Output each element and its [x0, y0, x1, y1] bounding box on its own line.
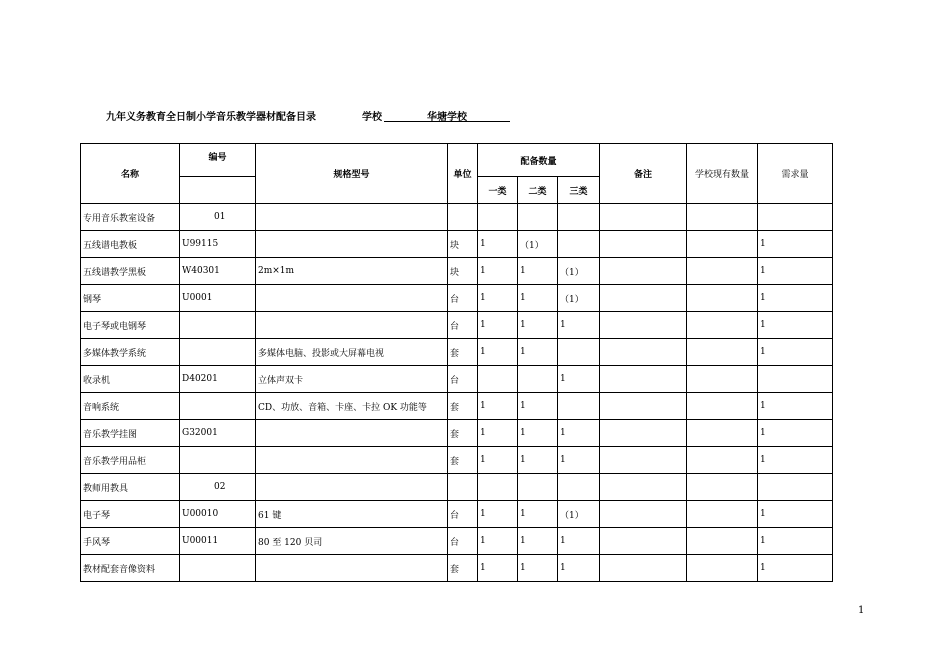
cell-name: 教师用教具: [81, 474, 180, 501]
cell-code: [180, 447, 256, 474]
cell-class3: 1: [558, 528, 600, 555]
cell-remark: [600, 447, 687, 474]
cell-name: 音响系统: [81, 393, 180, 420]
cell-class2: 1: [518, 339, 558, 366]
cell-class3: [558, 393, 600, 420]
cell-existing: [687, 258, 758, 285]
cell-existing: [687, 528, 758, 555]
cell-class1: 1: [478, 420, 518, 447]
cell-code: U99115: [180, 231, 256, 258]
cell-demand: 1: [758, 420, 833, 447]
cell-class1: 1: [478, 312, 518, 339]
table-row: [81, 420, 833, 447]
cell-spec: 80 至 120 贝司: [256, 528, 448, 555]
cell-class1: [478, 204, 518, 231]
cell-unit: 台: [448, 312, 478, 339]
page-number: 1: [858, 605, 865, 616]
cell-unit: 套: [448, 555, 478, 582]
cell-code: U00011: [180, 528, 256, 555]
cell-name: 五线谱教学黑板: [81, 258, 180, 285]
cell-name: 手风琴: [81, 528, 180, 555]
cell-remark: [600, 474, 687, 501]
cell-existing: [687, 339, 758, 366]
cell-unit: 台: [448, 501, 478, 528]
table-row: [81, 204, 833, 231]
cell-spec: CD、功放、音箱、卡座、卡拉 OK 功能等: [256, 393, 448, 420]
cell-existing: [687, 204, 758, 231]
cell-spec: [256, 555, 448, 582]
header-name: 名称: [81, 144, 180, 204]
header-remark: 备注: [600, 144, 687, 204]
cell-existing: [687, 366, 758, 393]
cell-remark: [600, 204, 687, 231]
cell-class2: [518, 204, 558, 231]
cell-demand: 1: [758, 447, 833, 474]
cell-remark: [600, 555, 687, 582]
cell-name: 音乐教学挂图: [81, 420, 180, 447]
cell-unit: 套: [448, 447, 478, 474]
cell-demand: [758, 366, 833, 393]
table-row: [81, 528, 833, 555]
cell-class1: [478, 366, 518, 393]
cell-class2: （1）: [518, 231, 558, 258]
school-label: 学校: [362, 112, 382, 123]
header-existing: 学校现有数量: [687, 144, 758, 204]
cell-unit: 台: [448, 366, 478, 393]
cell-remark: [600, 501, 687, 528]
cell-spec: [256, 312, 448, 339]
cell-class3: [558, 474, 600, 501]
cell-class2: 1: [518, 393, 558, 420]
header-code-blank: [180, 177, 256, 204]
cell-class3: 1: [558, 447, 600, 474]
school-name-field: 华塘学校: [384, 108, 510, 122]
cell-remark: [600, 231, 687, 258]
cell-code: [180, 339, 256, 366]
cell-existing: [687, 555, 758, 582]
cell-unit: 套: [448, 393, 478, 420]
cell-demand: [758, 474, 833, 501]
header-class2: 二类: [518, 177, 558, 204]
cell-name: 教材配套音像资料: [81, 555, 180, 582]
table-row: [81, 447, 833, 474]
cell-spec: [256, 231, 448, 258]
cell-unit: 块: [448, 258, 478, 285]
cell-code: 02: [180, 474, 256, 501]
cell-unit: 台: [448, 528, 478, 555]
cell-class2: [518, 474, 558, 501]
cell-unit: [448, 474, 478, 501]
cell-class1: 1: [478, 528, 518, 555]
cell-unit: 台: [448, 285, 478, 312]
header-row-1: [81, 144, 833, 177]
cell-class3: 1: [558, 366, 600, 393]
cell-demand: [758, 204, 833, 231]
cell-class1: [478, 474, 518, 501]
cell-class2: 1: [518, 312, 558, 339]
header-spec: 规格型号: [256, 144, 448, 204]
cell-name: 电子琴: [81, 501, 180, 528]
cell-class2: 1: [518, 555, 558, 582]
table-row: [81, 555, 833, 582]
cell-existing: [687, 501, 758, 528]
document-title: 九年义务教育全日制小学音乐教学器材配备目录: [106, 112, 316, 123]
cell-class2: 1: [518, 285, 558, 312]
cell-unit: 套: [448, 339, 478, 366]
cell-spec: 多媒体电脑、投影或大屏幕电视: [256, 339, 448, 366]
cell-remark: [600, 420, 687, 447]
cell-code: U00010: [180, 501, 256, 528]
cell-name: 五线谱电教板: [81, 231, 180, 258]
cell-name: 收录机: [81, 366, 180, 393]
table-row: [81, 366, 833, 393]
cell-remark: [600, 312, 687, 339]
cell-existing: [687, 420, 758, 447]
cell-existing: [687, 474, 758, 501]
cell-code: [180, 393, 256, 420]
header-unit: 单位: [448, 144, 478, 204]
cell-existing: [687, 231, 758, 258]
cell-class3: （1）: [558, 501, 600, 528]
cell-demand: 1: [758, 258, 833, 285]
cell-name: 钢琴: [81, 285, 180, 312]
cell-class1: 1: [478, 501, 518, 528]
equipment-catalog-table: [80, 143, 833, 582]
cell-unit: [448, 204, 478, 231]
cell-code: W40301: [180, 258, 256, 285]
table-row: [81, 258, 833, 285]
cell-spec: [256, 474, 448, 501]
cell-unit: 块: [448, 231, 478, 258]
cell-class2: 1: [518, 528, 558, 555]
cell-class2: [518, 366, 558, 393]
cell-existing: [687, 393, 758, 420]
cell-remark: [600, 285, 687, 312]
header-quantity-group: 配备数量: [478, 144, 600, 177]
cell-class3: [558, 339, 600, 366]
table-row: [81, 312, 833, 339]
cell-existing: [687, 285, 758, 312]
table-row: [81, 393, 833, 420]
cell-code: U0001: [180, 285, 256, 312]
cell-remark: [600, 339, 687, 366]
cell-code: [180, 555, 256, 582]
cell-spec: [256, 420, 448, 447]
cell-name: 专用音乐教室设备: [81, 204, 180, 231]
cell-remark: [600, 258, 687, 285]
cell-class2: 1: [518, 258, 558, 285]
table-row: [81, 339, 833, 366]
cell-demand: 1: [758, 312, 833, 339]
cell-class1: 1: [478, 447, 518, 474]
cell-class1: 1: [478, 555, 518, 582]
cell-spec: [256, 285, 448, 312]
cell-class3: （1）: [558, 285, 600, 312]
cell-class3: [558, 204, 600, 231]
cell-name: 多媒体教学系统: [81, 339, 180, 366]
cell-code: [180, 312, 256, 339]
cell-demand: 1: [758, 528, 833, 555]
cell-demand: 1: [758, 285, 833, 312]
cell-code: 01: [180, 204, 256, 231]
cell-class2: 1: [518, 447, 558, 474]
cell-code: G32001: [180, 420, 256, 447]
cell-spec: 2m×1m: [256, 258, 448, 285]
cell-name: 电子琴或电钢琴: [81, 312, 180, 339]
cell-class1: 1: [478, 393, 518, 420]
cell-unit: 套: [448, 420, 478, 447]
cell-existing: [687, 312, 758, 339]
cell-demand: 1: [758, 501, 833, 528]
table-row: [81, 501, 833, 528]
cell-demand: 1: [758, 339, 833, 366]
cell-existing: [687, 447, 758, 474]
cell-spec: [256, 204, 448, 231]
cell-class2: 1: [518, 501, 558, 528]
cell-class2: 1: [518, 420, 558, 447]
table-row: [81, 285, 833, 312]
table-row: [81, 474, 833, 501]
cell-class3: 1: [558, 555, 600, 582]
cell-demand: 1: [758, 231, 833, 258]
cell-class1: 1: [478, 231, 518, 258]
cell-class1: 1: [478, 339, 518, 366]
header-class1: 一类: [478, 177, 518, 204]
cell-remark: [600, 393, 687, 420]
cell-spec: [256, 447, 448, 474]
cell-code: D40201: [180, 366, 256, 393]
cell-class3: （1）: [558, 258, 600, 285]
header-class3: 三类: [558, 177, 600, 204]
cell-demand: 1: [758, 393, 833, 420]
cell-remark: [600, 528, 687, 555]
cell-class1: 1: [478, 258, 518, 285]
cell-demand: 1: [758, 555, 833, 582]
cell-spec: 61 键: [256, 501, 448, 528]
header-demand: 需求量: [758, 144, 833, 204]
header-code: 编号: [180, 144, 256, 177]
cell-class3: [558, 231, 600, 258]
cell-name: 音乐教学用品柜: [81, 447, 180, 474]
cell-class3: 1: [558, 312, 600, 339]
cell-class3: 1: [558, 420, 600, 447]
document-title-line: [106, 108, 526, 124]
cell-class1: 1: [478, 285, 518, 312]
table-row: [81, 231, 833, 258]
cell-spec: 立体声双卡: [256, 366, 448, 393]
cell-remark: [600, 366, 687, 393]
